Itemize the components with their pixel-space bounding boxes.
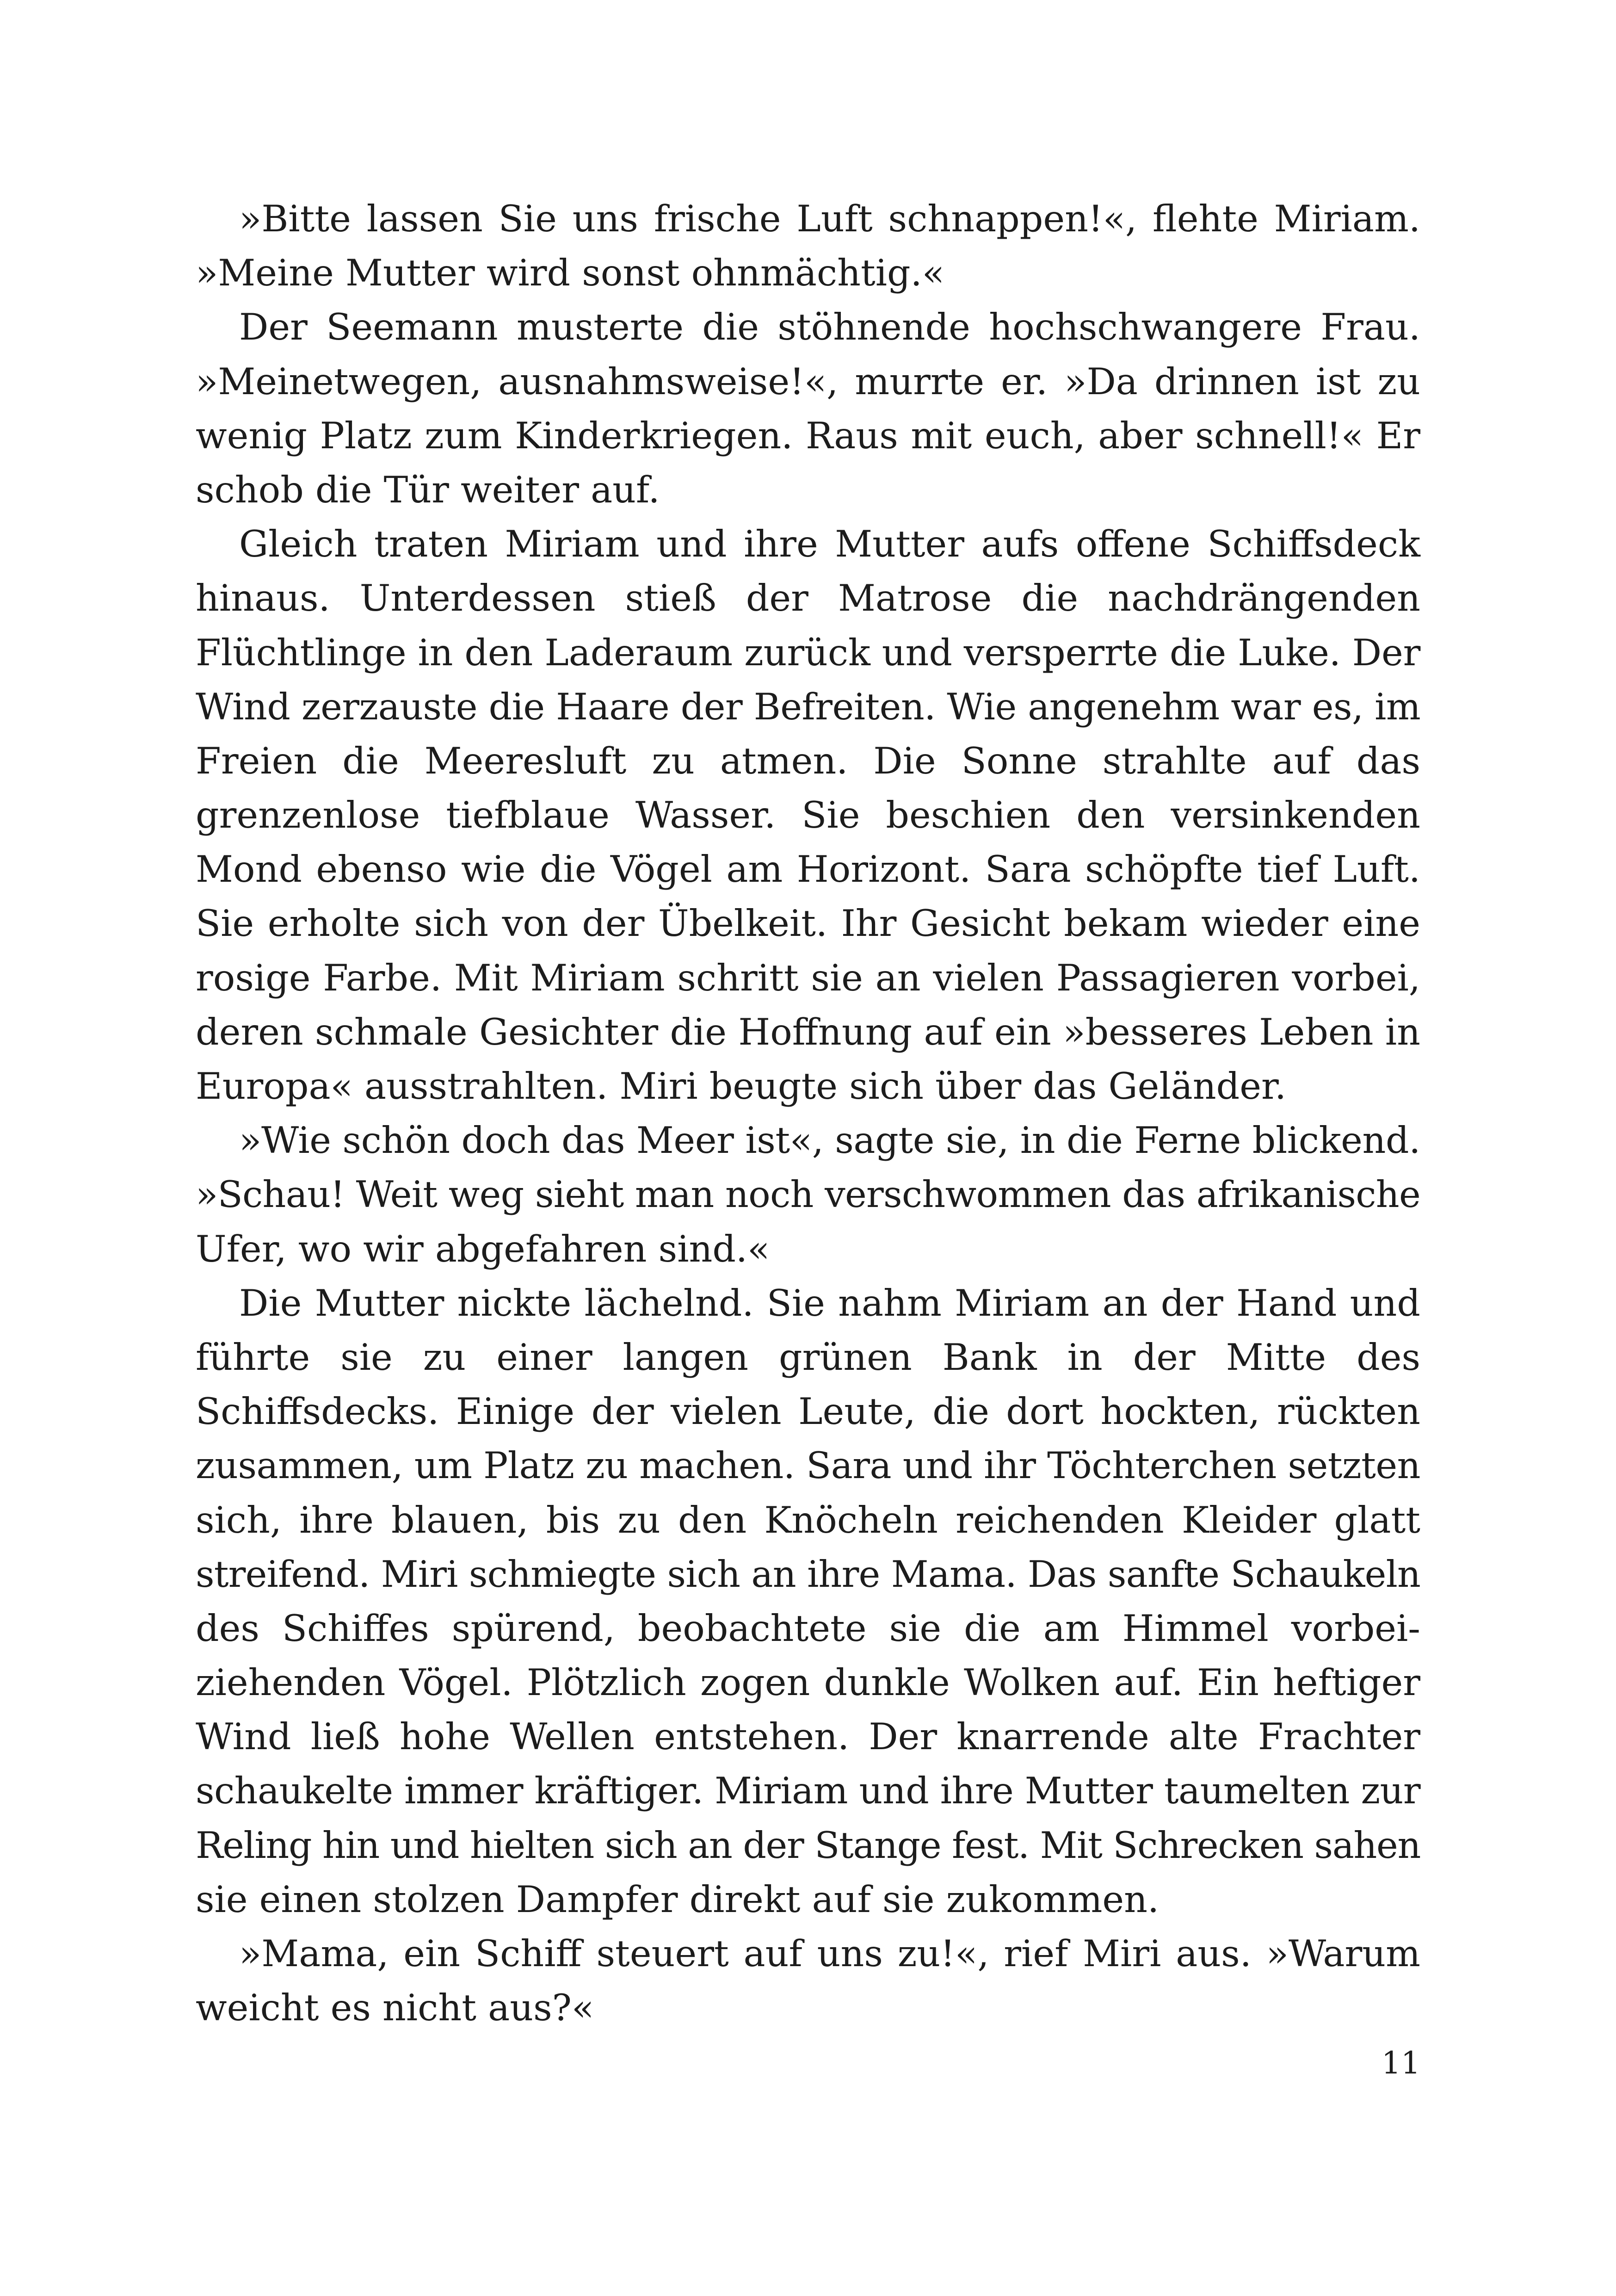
- text-line: Mond ebenso wie die Vögel am Horizont. Sara schöpfte tief Luft.: [196, 848, 1420, 891]
- text-line: »Wie schön doch das Meer ist«, sagte sie, in die Ferne blickend.: [239, 1119, 1420, 1162]
- text-line: rosige Farbe. Mit Miriam schritt sie an vielen Passagieren vorbei,: [196, 956, 1420, 999]
- text-line: »Bitte lassen Sie uns frische Luft schnappen!«, flehte Miriam.: [239, 198, 1420, 240]
- text-line: hinaus. Unterdessen stieß der Matrose die nachdrängenden: [196, 577, 1420, 620]
- text-line: Der Seemann musterte die stöhnende hochschwangere Frau.: [239, 306, 1420, 349]
- paragraph: [196, 1276, 1420, 1927]
- text-line: Flüchtlinge in den Laderaum zurück und versperrte die Luke. Der: [196, 631, 1421, 674]
- text-line: sie einen stolzen Dampfer direkt auf sie zukommen.: [196, 1878, 1160, 1921]
- text-line: Schiffsdecks. Einige der vielen Leute, die dort hockten, rückten: [196, 1390, 1420, 1433]
- text-line: »Meinetwegen, ausnahmsweise!«, murrte er. »Da drinnen ist zu: [196, 360, 1420, 403]
- text-line: Ufer, wo wir abgefahren sind.«: [196, 1227, 770, 1270]
- text-line: weicht es nicht aus?«: [196, 1987, 594, 2030]
- paragraph: [196, 1114, 1420, 1276]
- text-line: »Mama, ein Schiff steuert auf uns zu!«, rief Miri aus. »Warum: [239, 1932, 1420, 1975]
- text-line: zusammen, um Platz zu machen. Sara und ihr Töchterchen setzten: [196, 1444, 1420, 1487]
- text-line: des Schiffes spürend, beobachtete sie die am Himmel vorbei-: [196, 1607, 1420, 1650]
- text-line: Wind zerzauste die Haare der Befreiten. Wie angenehm war es, im: [196, 685, 1421, 728]
- text-line: Sie erholte sich von der Übelkeit. Ihr Gesicht bekam wieder eine: [196, 902, 1420, 945]
- text-line: schaukelte immer kräftiger. Miriam und ihre Mutter taumelten zur: [196, 1770, 1421, 1813]
- text-line: Europa« ausstrahlten. Miri beugte sich über das Geländer.: [196, 1065, 1287, 1108]
- text-line: führte sie zu einer langen grünen Bank in der Mitte des: [196, 1336, 1420, 1379]
- paragraph: [196, 192, 1420, 300]
- text-line: ziehenden Vögel. Plötzlich zogen dunkle Wolken auf. Ein heftiger: [196, 1661, 1420, 1704]
- text-line: sich, ihre blauen, bis zu den Knöcheln reichenden Kleider glatt: [196, 1498, 1420, 1541]
- text-line: »Meine Mutter wird sonst ohnmächtig.«: [196, 252, 945, 295]
- text-line: Reling hin und hielten sich an der Stange fest. Mit Schrecken sahen: [196, 1824, 1420, 1867]
- paragraph: [196, 300, 1420, 517]
- page-text: [196, 192, 1420, 2035]
- text-line: Gleich traten Miriam und ihre Mutter aufs offene Schiffsdeck: [239, 523, 1420, 566]
- text-line: grenzenlose tiefblaue Wasser. Sie beschien den versinkenden: [196, 794, 1420, 837]
- text-line: wenig Platz zum Kinderkriegen. Raus mit euch, aber schnell!« Er: [196, 414, 1420, 457]
- text-line: deren schmale Gesichter die Hoffnung auf ein »besseres Leben in: [196, 1010, 1420, 1053]
- text-line: »Schau! Weit weg sieht man noch verschwommen das afrikanische: [196, 1173, 1420, 1216]
- text-line: streifend. Miri schmiegte sich an ihre Mama. Das sanfte Schaukeln: [196, 1553, 1421, 1596]
- page-number: 11: [1382, 2045, 1420, 2081]
- paragraph: [196, 1927, 1420, 2035]
- paragraph: [196, 517, 1420, 1114]
- text-line: Wind ließ hohe Wellen entstehen. Der knarrende alte Frachter: [196, 1715, 1420, 1758]
- text-line: Die Mutter nickte lächelnd. Sie nahm Miriam an der Hand und: [239, 1281, 1420, 1324]
- text-line: schob die Tür weiter auf.: [196, 468, 660, 511]
- text-line: Freien die Meeresluft zu atmen. Die Sonne strahlte auf das: [196, 739, 1420, 782]
